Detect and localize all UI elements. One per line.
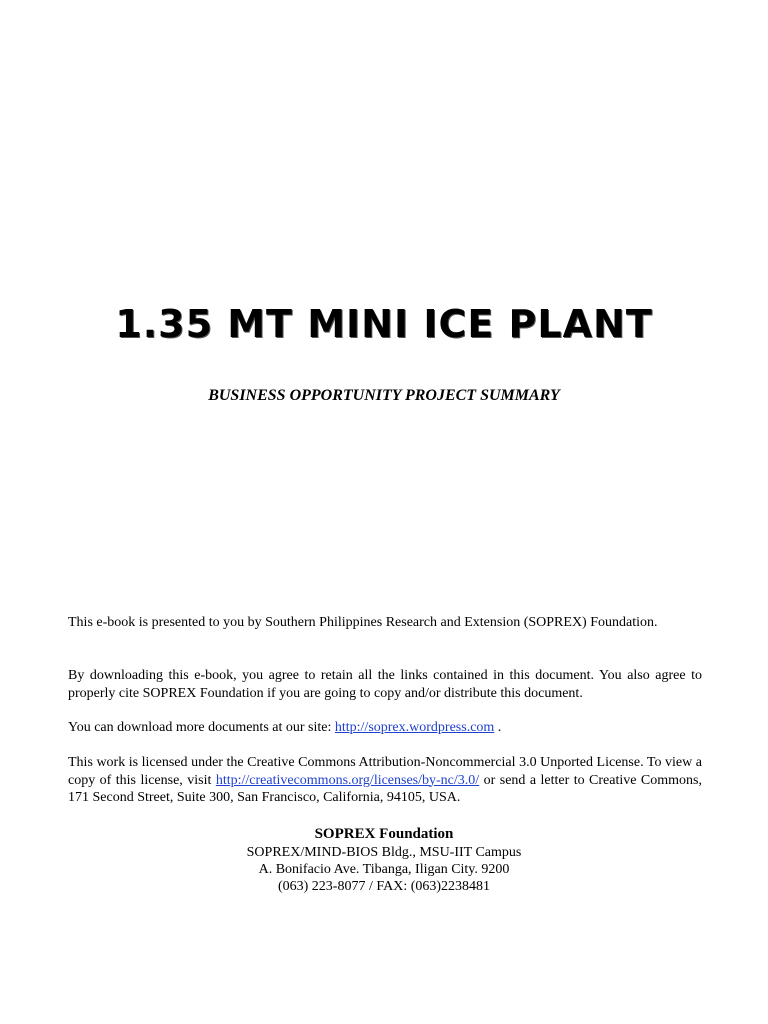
contact-line: (063) 223-8077 / FAX: (063)2238481 (277, 879, 491, 894)
license-paragraph (68, 754, 702, 807)
address-line-1: SOPREX/MIND-BIOS Bldg., MSU-IIT Campus (246, 845, 522, 860)
creative-commons-link[interactable]: http://creativecommons.org/licenses/by-nc/3.0/ (215, 772, 480, 788)
document-title: 1.35 MT MINI ICE PLANT (115, 302, 653, 346)
organization-name: SOPREX Foundation (314, 826, 454, 842)
license-text-end: or send a letter to Creative Commons, 171 Second Street, Suite 300, San Francisco, California, 94105, USA. (68, 772, 702, 805)
organization-block (0, 824, 768, 895)
download-text-end: . (494, 720, 502, 735)
document-subtitle: BUSINESS OPPORTUNITY PROJECT SUMMARY (208, 387, 560, 404)
soprex-site-link[interactable]: http://soprex.wordpress.com (334, 720, 495, 735)
terms-paragraph: By downloading this e-book, you agree to retain all the links contained in this document. You also agree to properly cite SOPREX Foundation if you are going to copy and/or distribute this document. (68, 668, 702, 701)
download-text: You can download more documents at our site: (68, 720, 335, 735)
download-paragraph (68, 719, 702, 737)
license-text: This work is licensed under the Creative Commons Attribution-Noncommercial 3.0 Unported License. To view a copy of this license, visit (68, 755, 702, 788)
address-line-2: A. Bonifacio Ave. Tibanga, Iligan City. 9200 (258, 862, 510, 877)
presentation-paragraph: This e-book is presented to you by Southern Philippines Research and Extension (SOPREX) Foundation. (68, 615, 658, 630)
